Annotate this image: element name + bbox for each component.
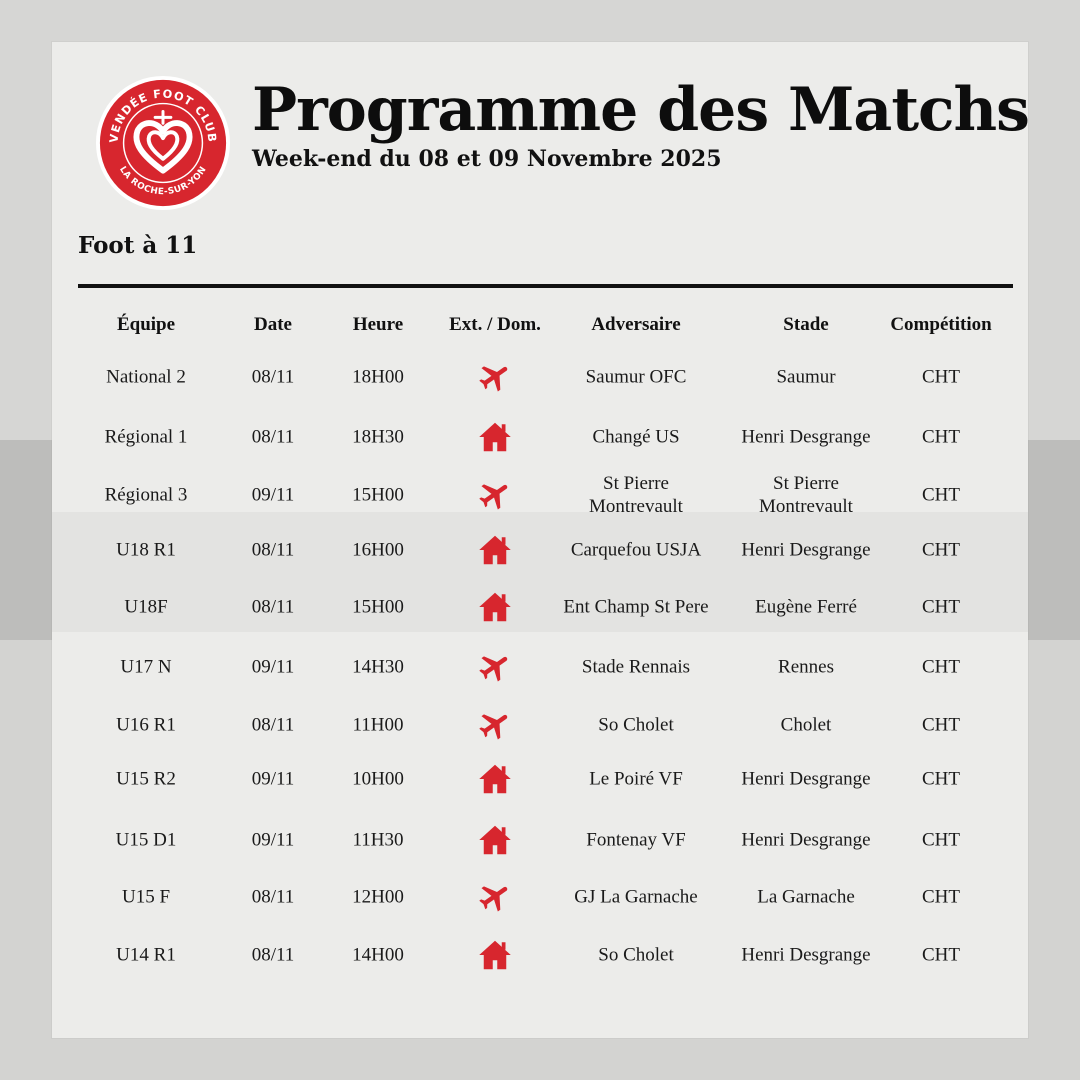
- opponent-header: Adversaire: [591, 314, 681, 335]
- time-cell: 15H00: [352, 596, 404, 618]
- team-cell: U16 R1: [116, 714, 176, 736]
- team-cell: National 2: [106, 366, 186, 388]
- team-cell: U15 D1: [115, 829, 177, 851]
- competition-cell: CHT: [922, 596, 960, 618]
- time-cell: 14H00: [352, 944, 404, 966]
- time-cell: 11H00: [352, 714, 404, 736]
- home-icon: [477, 419, 513, 455]
- page-subtitle: Week-end du 08 et 09 Novembre 2025: [252, 146, 722, 172]
- page-title: Programme des Matchs: [252, 75, 1029, 145]
- date-header: Date: [254, 314, 292, 335]
- time-cell: 16H00: [352, 539, 404, 561]
- opponent-cell: Saumur OFC: [585, 366, 687, 388]
- competition-cell: CHT: [922, 768, 960, 790]
- team-cell: U17 N: [120, 656, 172, 678]
- team-cell: U15 R2: [116, 768, 176, 790]
- home-icon: [477, 761, 513, 797]
- panel-shade: [52, 512, 1028, 632]
- date-cell: 09/11: [251, 656, 295, 678]
- stadium-cell: Henri Desgrange: [741, 829, 871, 851]
- opponent-cell: Fontenay VF: [586, 829, 686, 851]
- home-icon: [477, 822, 513, 858]
- stadium-cell: Henri Desgrange: [741, 944, 871, 966]
- time-cell: 15H00: [352, 484, 404, 506]
- plane-icon: [477, 879, 513, 915]
- stadium-cell: La Garnache: [757, 886, 855, 908]
- stadium-cell: Henri Desgrange: [741, 768, 871, 790]
- time-cell: 11H30: [352, 829, 404, 851]
- time-cell: 18H00: [352, 366, 404, 388]
- date-cell: 08/11: [251, 886, 295, 908]
- home-icon: [477, 589, 513, 625]
- date-cell: 08/11: [251, 944, 295, 966]
- competition-cell: CHT: [922, 714, 960, 736]
- competition-cell: CHT: [922, 539, 960, 561]
- opponent-cell: So Cholet: [598, 944, 674, 966]
- header-divider: [78, 284, 1013, 288]
- opponent-cell: Ent Champ St Pere: [563, 596, 709, 618]
- club-logo: [94, 74, 232, 212]
- competition-cell: CHT: [922, 944, 960, 966]
- time-cell: 18H30: [352, 426, 404, 448]
- svg-text:LA ROCHE-SUR-YON: LA ROCHE-SUR-YON: [117, 164, 209, 198]
- date-cell: 08/11: [251, 596, 295, 618]
- date-cell: 09/11: [251, 768, 295, 790]
- plane-icon: [477, 359, 513, 395]
- venue-header: Ext. / Dom.: [449, 314, 541, 335]
- opponent-cell: Stade Rennais: [581, 656, 691, 678]
- date-cell: 09/11: [251, 484, 295, 506]
- opponent-cell: St Pierre Montrevault: [589, 473, 683, 517]
- competition-cell: CHT: [922, 886, 960, 908]
- competition-cell: CHT: [922, 656, 960, 678]
- competition-cell: CHT: [922, 829, 960, 851]
- competition-cell: CHT: [922, 484, 960, 506]
- stadium-cell: Eugène Ferré: [755, 596, 857, 618]
- competition-cell: CHT: [922, 426, 960, 448]
- plane-icon: [477, 707, 513, 743]
- team-cell: Régional 1: [104, 426, 188, 448]
- opponent-cell: Changé US: [592, 426, 680, 448]
- stadium-cell: St Pierre Montrevault: [759, 473, 853, 517]
- date-cell: 08/11: [251, 539, 295, 561]
- competition-cell: CHT: [922, 366, 960, 388]
- date-cell: 08/11: [251, 714, 295, 736]
- stadium-cell: Rennes: [778, 656, 834, 678]
- stadium-cell: Henri Desgrange: [741, 426, 871, 448]
- home-icon: [477, 532, 513, 568]
- team-header: Équipe: [116, 314, 176, 335]
- opponent-cell: GJ La Garnache: [574, 886, 698, 908]
- stadium-cell: Henri Desgrange: [741, 539, 871, 561]
- plane-icon: [477, 649, 513, 685]
- stadium-cell: Saumur: [776, 366, 836, 388]
- team-cell: U14 R1: [116, 944, 176, 966]
- home-icon: [477, 937, 513, 973]
- date-cell: 09/11: [251, 829, 295, 851]
- time-cell: 10H00: [352, 768, 404, 790]
- competition-header: Compétition: [890, 314, 992, 335]
- svg-text:VENDÉE FOOT CLUB: VENDÉE FOOT CLUB: [106, 86, 220, 144]
- team-cell: U15 F: [121, 886, 171, 908]
- date-cell: 08/11: [251, 366, 295, 388]
- time-cell: 12H00: [352, 886, 404, 908]
- time-header: Heure: [352, 314, 404, 335]
- opponent-cell: So Cholet: [598, 714, 674, 736]
- time-cell: 14H30: [352, 656, 404, 678]
- team-cell: Régional 3: [104, 484, 188, 506]
- team-cell: U18F: [124, 596, 168, 618]
- team-cell: U18 R1: [116, 539, 176, 561]
- stadium-header: Stade: [783, 314, 829, 335]
- opponent-cell: Carquefou USJA: [570, 539, 702, 561]
- opponent-cell: Le Poiré VF: [589, 768, 683, 790]
- date-cell: 08/11: [251, 426, 295, 448]
- plane-icon: [477, 477, 513, 513]
- section-title: Foot à 11: [78, 232, 198, 259]
- stadium-cell: Cholet: [780, 714, 832, 736]
